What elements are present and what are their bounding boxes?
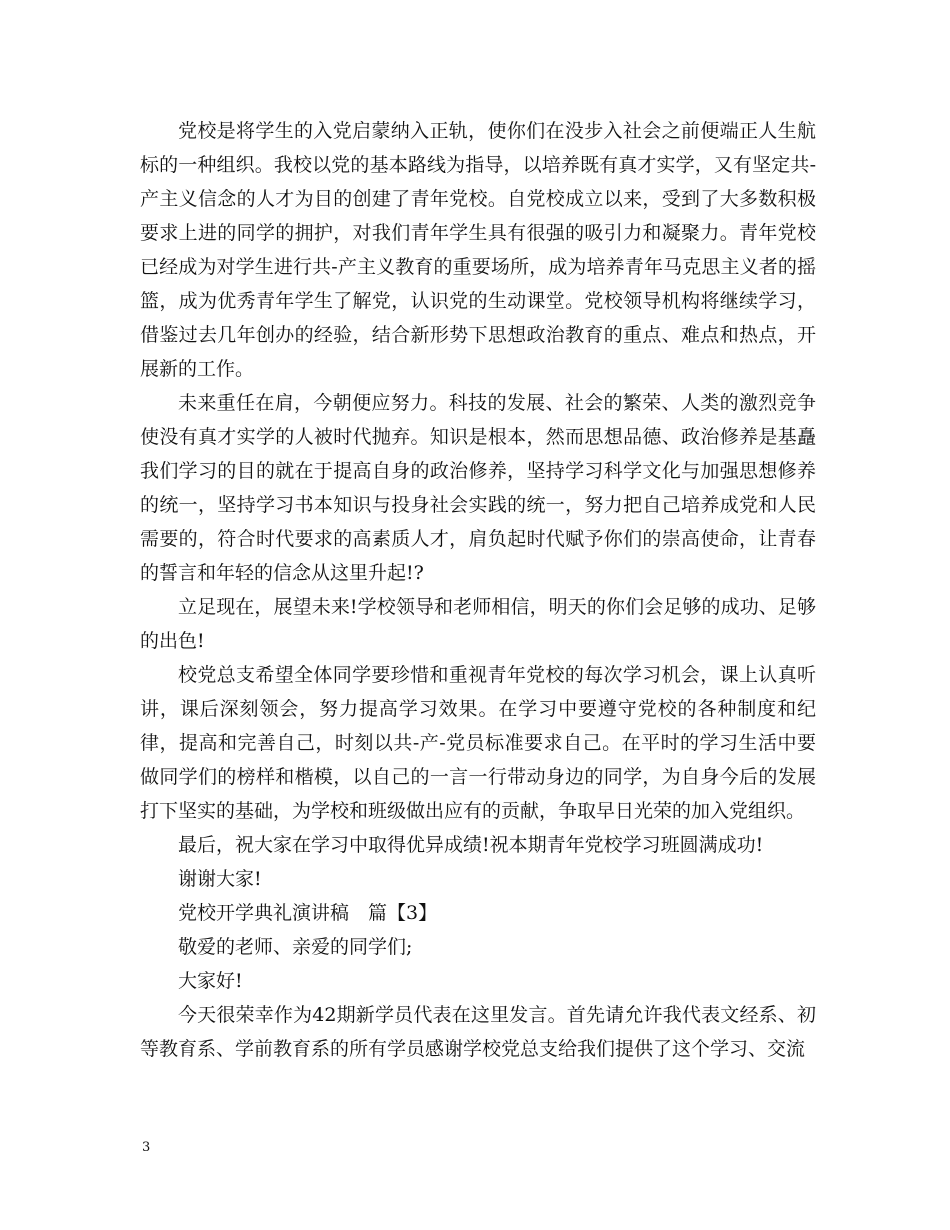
paragraph-party-school-intro: 党校是将学生的入党启蒙纳入正轨，使你们在没步入社会之前便端正人生航标的一种组织。我校以党的基本路线为指导，以培养既有真才实学，又有坚定共-产主义信念的人才为目的创建了青年党校。自党校成立以来，受到了大多数积极要求上进的同学的拥护，对我们青年学生具有很强的吸引力和凝聚力。青年党校已经成为对学生进行共-产主义教育的重要场所，成为培养青年马克思主义者的摇篮，成为优秀青年学生了解党，认识党的生动课堂。党校领导机构将继续学习，借鉴过去几年创办的经验，结合新形势下思想政治教育的重点、难点和热点，开展新的工作。 [140, 120, 816, 380]
page-number: 3 [142, 1140, 151, 1155]
document-body [140, 114, 816, 1066]
paragraph-new-student-speech: 今天很荣幸作为42期新学员代表在这里发言。首先请允许我代表文经系、初等教育系、学前教育系的所有学员感谢学校党总支给我们提供了这个学习、交流 [140, 1004, 816, 1060]
section-heading: 党校开学典礼演讲稿 篇【3】 [178, 902, 438, 924]
paragraph-look-ahead: 立足现在，展望未来!学校领导和老师相信，明天的你们会足够的成功、足够的出色! [140, 596, 816, 652]
salutation-line: 敬爱的老师、亲爱的同学们; [178, 936, 413, 958]
closing-wish-line: 最后，祝大家在学习中取得优异成绩!祝本期青年党校学习班圆满成功! [178, 834, 764, 856]
greeting-line: 大家好! [178, 970, 243, 992]
paragraph-future-responsibility: 未来重任在肩，今朝便应努力。科技的发展、社会的繁荣、人类的激烈竞争使没有真才实学的人被时代抛弃。知识是根本，然而思想品德、政治修养是基矗我们学习的目的就在于提高自身的政治修养，坚持学习科学文化与加强思想修养的统一，坚持学习书本知识与投身社会实践的统一，努力把自己培养成党和人民需要的，符合时代要求的高素质人才，肩负起时代赋予你们的崇高使命，让青春的誓言和年轻的信念从这里升起!? [140, 392, 816, 584]
paragraph-branch-expectations: 校党总支希望全体同学要珍惜和重视青年党校的每次学习机会，课上认真听讲，课后深刻领会，努力提高学习效果。在学习中要遵守党校的各种制度和纪律，提高和完善自己，时刻以共-产-党员标准要求自己。在平时的学习生活中要做同学们的榜样和楷模，以自己的一言一行带动身边的同学，为自身今后的发展打下坚实的基础，为学校和班级做出应有的贡献，争取早日光荣的加入党组织。 [140, 664, 816, 822]
thanks-line: 谢谢大家! [178, 868, 262, 890]
